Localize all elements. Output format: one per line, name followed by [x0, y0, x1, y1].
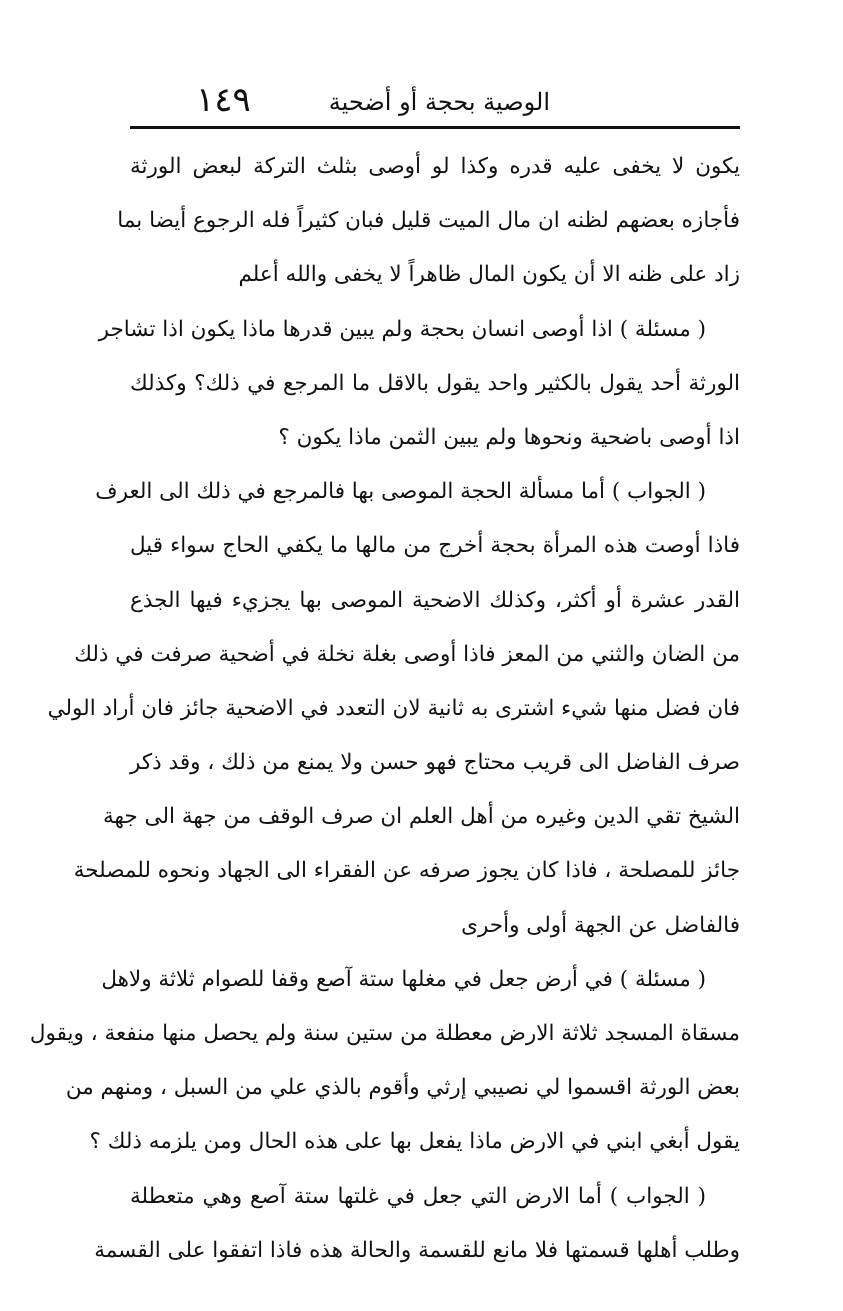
page-header	[130, 78, 740, 128]
question-line: ( مسئلة ) اذا أوصى انسان بحجة ولم يبين قدرها ماذا يكون اذا تشاجر	[98, 316, 706, 342]
header-rule	[130, 126, 740, 129]
text-line: اذا أوصى باضحية ونحوها ولم يبين الثمن ماذا يكون ؟	[278, 424, 740, 450]
page-number: ١٤٩	[196, 80, 251, 120]
text-line: القدر عشرة أو أكثر، وكذلك الاضحية الموصى بها يجزيء فيها الجذع	[130, 587, 740, 613]
text-line: مسقاة المسجد ثلاثة الارض معطلة من ستين سنة ولم يحصل منها منفعة ، ويقول	[29, 1021, 740, 1046]
text-line: جائز للمصلحة ، فاذا كان يجوز صرفه عن الفقراء الى الجهاد ونحوه للمصلحة	[73, 858, 740, 884]
text-line: من الضان والثني من المعز فاذا أوصى بغلة نخلة في أضحية صرفت في ذلك	[74, 641, 740, 667]
text-line: فان فضل منها شيء اشترى به ثانية لان التعدد في الاضحية جائز فان أراد الولي	[47, 695, 740, 721]
question-line: ( مسئلة ) في أرض جعل في مغلها ستة آصع وقفا للصوام ثلاثة ولاهل	[101, 966, 706, 992]
answer-line: ( الجواب ) أما مسألة الحجة الموصى بها فالمرجع في ذلك الى العرف	[95, 479, 706, 505]
answer-line: ( الجواب ) أما الارض التي جعل في غلتها ستة آصع وهي متعطلة	[130, 1183, 706, 1209]
text-line: بعض الورثة اقسموا لي نصيبي إرثي وأقوم بالذي علي من السبل ، ومنهم من	[65, 1075, 740, 1101]
text-line: زاد على ظنه الا أن يكون المال ظاهراً لا يخفى والله أعلم	[238, 262, 740, 288]
text-line: صرف الفاضل الى قريب محتاج فهو حسن ولا يمنع من ذلك ، وقد ذكر	[130, 750, 740, 776]
page-body-text	[29, 140, 740, 1278]
text-line: وطلب أهلها قسمتها فلا مانع للقسمة والحالة هذه فاذا اتفقوا على القسمة	[94, 1237, 740, 1263]
text-line: الورثة أحد يقول بالكثير واحد يقول بالاقل ما المرجع في ذلك؟ وكذلك	[130, 370, 740, 396]
text-line: يكون لا يخفى عليه قدره وكذا لو أوصى بثلث التركة لبعض الورثة	[130, 154, 740, 179]
text-line: يقول أبغي ابني في الارض ماذا يفعل بها على هذه الحال ومن يلزمه ذلك ؟	[89, 1129, 740, 1155]
text-line: فأجازه بعضهم لظنه ان مال الميت قليل فبان كثيراً فله الرجوع أيضا بما	[117, 208, 740, 234]
text-line: الشيخ تقي الدين وغيره من أهل العلم ان صرف الوقف من جهة الى جهة	[102, 804, 740, 830]
text-line: فالفاضل عن الجهة أولى وأحرى	[461, 912, 740, 938]
running-title: الوصية بحجة أو أضحية	[328, 88, 550, 116]
text-line: فاذا أوصت هذه المرأة بحجة أخرج من مالها ما يكفي الحاج سواء قيل	[130, 533, 740, 559]
